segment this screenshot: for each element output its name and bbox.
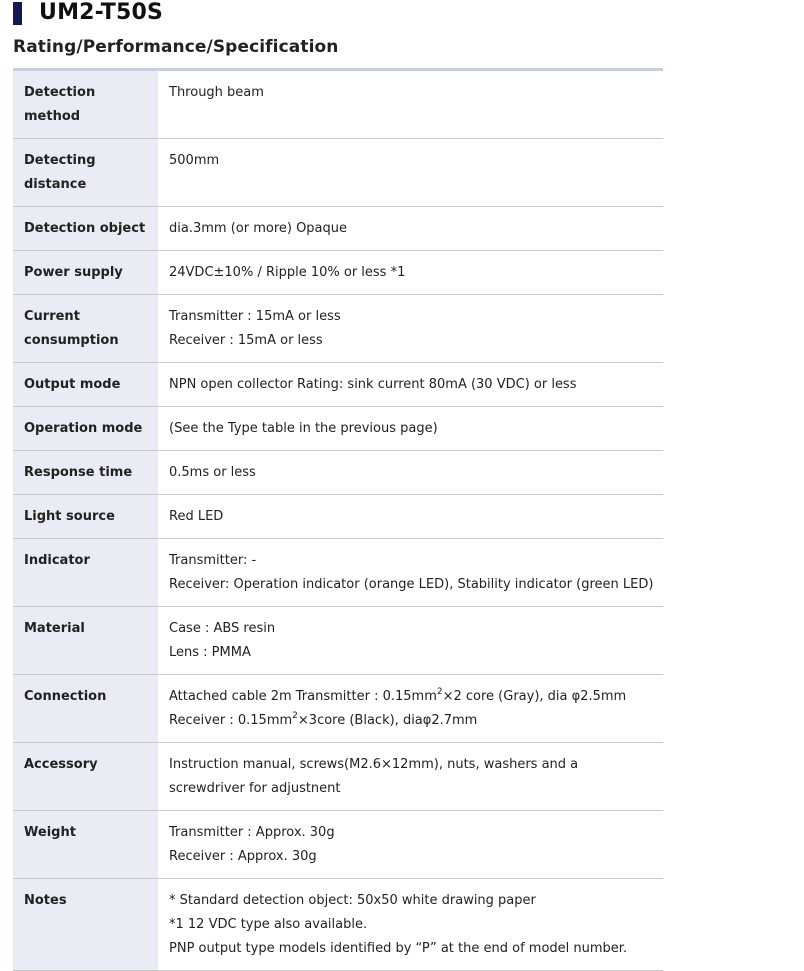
spec-value [158,407,663,451]
spec-value-line: Transmitter : 15mA or less [169,309,341,324]
spec-value-line: Receiver : 15mA or less [169,333,323,348]
section-title: Rating/Performance/Specification [13,37,339,57]
spec-value-line: 24VDC±10% / Ripple 10% or less *1 [169,265,406,280]
connection-text: Receiver : 0.15mm [169,713,293,728]
connection-text: Attached cable 2m Transmitter : 0.15mm [169,689,437,704]
spec-label: Accessory [13,743,158,811]
spec-value-line: * Standard detection object: 50x50 white drawing paper [169,893,536,908]
spec-value-line: Receiver: Operation indicator (orange LED), Stability indicator (green LED) [169,577,654,592]
connection-text: ×3core (Black), diaφ2.7mm [297,713,478,728]
spec-value [158,251,663,295]
spec-row-weight [13,811,663,879]
spec-value-line: Receiver : Approx. 30g [169,849,317,864]
spec-row-detecting-distance [13,139,663,207]
spec-label: Detection object [13,207,158,251]
spec-value [158,743,663,811]
spec-value-line: (See the Type table in the previous page) [169,421,438,436]
spec-value-line: PNP output type models identified by “P” at the end of model number. [169,941,628,956]
spec-row-notes [13,879,663,971]
spec-value-line: Case : ABS resin [169,621,276,636]
spec-row-output-mode [13,363,663,407]
spec-value [158,495,663,539]
model-title: UM2-T50S [39,0,164,25]
spec-value-line: Red LED [169,509,224,524]
spec-row-material [13,607,663,675]
spec-label: Power supply [13,251,158,295]
spec-row-power-supply [13,251,663,295]
spec-value [158,70,663,139]
title-accent-bar [13,2,22,25]
spec-value-line: Instruction manual, screws(M2.6×12mm), nuts, washers and a screwdriver for adjustnent [169,757,579,796]
spec-value-line: NPN open collector Rating: sink current 80mA (30 VDC) or less [169,377,577,392]
spec-value [158,207,663,251]
spec-value [158,139,663,207]
connection-text: ×2 core (Gray), dia φ2.5mm [442,689,627,704]
spec-row-response-time [13,451,663,495]
superscript: 2 [436,687,443,697]
spec-value-line: Through beam [169,85,264,100]
spec-label: Output mode [13,363,158,407]
spec-row-current-consumption [13,295,663,363]
spec-row-accessory [13,743,663,811]
spec-value [158,295,663,363]
spec-value [158,811,663,879]
spec-row-detection-method [13,70,663,139]
spec-label: Weight [13,811,158,879]
spec-value-line: Transmitter : Approx. 30g [169,825,335,840]
spec-label: Notes [13,879,158,971]
spec-value-line: *1 12 VDC type also available. [169,917,368,932]
spec-value-line [169,685,655,709]
spec-value [158,879,663,971]
spec-value-line [169,709,655,733]
spec-value [158,607,663,675]
spec-label: Material [13,607,158,675]
spec-label: Light source [13,495,158,539]
spec-label: Connection [13,675,158,743]
spec-value [158,675,663,743]
spec-label: Detecting distance [13,139,158,207]
spec-value [158,539,663,607]
spec-row-light-source [13,495,663,539]
spec-label: Operation mode [13,407,158,451]
model-header [13,0,163,26]
spec-value-line: dia.3mm (or more) Opaque [169,221,348,236]
spec-table [13,68,663,971]
spec-label: Current consumption [13,295,158,363]
spec-row-operation-mode [13,407,663,451]
superscript: 2 [292,711,298,721]
spec-label: Detection method [13,70,158,139]
spec-value-line: Transmitter: - [169,553,257,568]
spec-value [158,363,663,407]
spec-label: Response time [13,451,158,495]
spec-value-line: 0.5ms or less [169,465,256,480]
spec-row-detection-object [13,207,663,251]
spec-value-line: Lens : PMMA [169,645,251,660]
spec-row-connection [13,675,663,743]
spec-label: Indicator [13,539,158,607]
spec-value [158,451,663,495]
spec-value-line: 500mm [169,153,220,168]
spec-row-indicator [13,539,663,607]
